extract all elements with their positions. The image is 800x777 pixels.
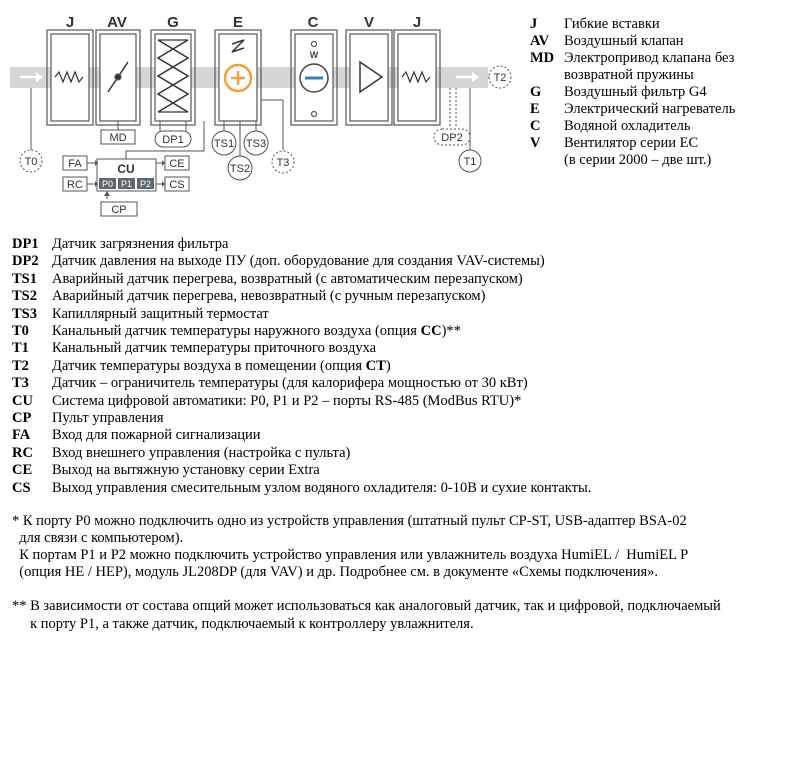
- legend-text: Аварийный датчик перегрева, невозвратный (с ручным перезапуском): [52, 288, 486, 305]
- legend-text: (в серии 2000 – две шт.): [564, 152, 712, 168]
- ec-fan: [346, 30, 392, 125]
- ts1-label: TS1: [213, 138, 235, 150]
- fa-label: FA: [68, 158, 82, 170]
- footnote-line: * К порту P0 можно подключить одно из устройств управления (штатный пульт CP-ST, USB-адаптер BSA-02: [12, 513, 687, 529]
- legend-text-after: ): [385, 357, 391, 374]
- letter-v: V: [363, 14, 375, 31]
- legend-code: MD: [530, 50, 555, 66]
- legend-text: Капиллярный защитный термостат: [52, 305, 269, 322]
- footnote-line: ** В зависимости от состава опций может использоваться как аналоговый датчик, так и цифровой, подключаемый: [12, 598, 721, 614]
- legend-text-bold: CC: [420, 323, 442, 339]
- rc-label: RC: [67, 179, 83, 191]
- flex-insert-outlet: [394, 30, 440, 125]
- legend-code: RC: [12, 444, 33, 461]
- legend-code: FA: [12, 427, 31, 444]
- legend-text: Вход для пожарной сигнализации: [52, 427, 261, 444]
- heater-plus-icon: [225, 65, 251, 91]
- legend-code: TS2: [12, 288, 37, 305]
- dp2-label: DP2: [441, 132, 463, 144]
- air-filter: [151, 30, 195, 125]
- legend-text: Воздушный фильтр G4: [564, 84, 707, 100]
- legend-text: Аварийный датчик перегрева, возвратный (с автоматическим перезапуском): [52, 270, 523, 287]
- letter-c: C: [307, 14, 319, 31]
- ts2-label: TS2: [229, 163, 251, 175]
- legend-text-bold: CT: [365, 357, 386, 374]
- t1-label: T1: [463, 156, 477, 168]
- legend-code: T1: [12, 340, 29, 357]
- cu-label: CU: [117, 162, 135, 176]
- t3-label: T3: [276, 157, 290, 169]
- t0-label: T0: [24, 156, 38, 168]
- legend-code: C: [530, 118, 541, 134]
- footnote-line: к порту P1, а также датчик, подключаемый к контроллеру увлажнителя.: [12, 616, 474, 632]
- legend-text: Система цифровой автоматики: P0, P1 и P2 – порты RS-485 (ModBus RTU)*: [52, 392, 522, 409]
- cooler-minus-icon: [300, 64, 328, 92]
- legend-text-main: Канальный датчик температуры наружного воздуха (опция: [52, 323, 421, 339]
- legend-text: Электропривод клапана без: [564, 50, 735, 66]
- legend-text: Датчик загрязнения фильтра: [52, 236, 229, 252]
- legend-code: AV: [530, 33, 550, 49]
- legend-text: Водяной охладитель: [564, 118, 691, 134]
- md-label: MD: [109, 132, 127, 144]
- legend-text-main: Датчик температуры воздуха в помещении (опция: [52, 357, 366, 374]
- dp1-label: DP1: [162, 134, 184, 146]
- legend-code: V: [530, 135, 541, 151]
- legend-text: [52, 358, 391, 375]
- cp-label: CP: [111, 204, 127, 216]
- legend-code: T0: [12, 323, 29, 339]
- legend-text: Электрический нагреватель: [564, 101, 736, 117]
- unit-schematic: [0, 0, 520, 230]
- p2-label: P2: [139, 179, 152, 189]
- cs-label: CS: [169, 179, 185, 191]
- legend-code: CU: [12, 392, 33, 409]
- footnote-line: К портам P1 и P2 можно подключить устройство управления или увлажнитель воздуха HumiEL / HumiEL P: [12, 547, 689, 563]
- legend-text: Датчик – ограничитель температуры (для калорифера мощностью от 30 кВт): [52, 375, 528, 392]
- legend-code: T3: [12, 375, 29, 392]
- legend-text: Выход на вытяжную установку серии Extra: [52, 462, 320, 479]
- letter-av: AV: [107, 14, 127, 31]
- legend-code: DP1: [12, 236, 39, 252]
- letter-g: G: [167, 14, 179, 31]
- t2-label: T2: [493, 72, 507, 84]
- legend-code: T2: [12, 357, 29, 374]
- ce-label: CE: [169, 158, 185, 170]
- letter-j-inlet: J: [65, 14, 75, 31]
- cooler-water-label: W: [309, 50, 319, 60]
- legend-code: CE: [12, 462, 33, 479]
- legend-code: CP: [12, 410, 32, 426]
- p1-label: P1: [120, 179, 133, 189]
- legend-code: TS1: [12, 270, 37, 287]
- flex-insert-inlet: [47, 30, 93, 125]
- legend-text: Вентилятор серии EC: [564, 135, 699, 151]
- legend-text: Гибкие вставки: [564, 16, 660, 32]
- legend-text: возвратной пружины: [564, 67, 694, 83]
- footnote-line: для связи с компьютером).: [12, 530, 184, 546]
- legend-text: Выход управления смесительным узлом водяного охладителя: 0-10В и сухие контакты.: [52, 479, 592, 496]
- legend-text-after: )**: [441, 323, 461, 339]
- letter-j-outlet: J: [412, 14, 422, 31]
- legend-code: CS: [12, 479, 31, 496]
- footnote-line: (опция HE / HEP), модуль JL208DP (для VAV) и др. Подробнее см. в документе «Схемы подключения».: [12, 564, 659, 580]
- letter-e: E: [232, 14, 244, 31]
- legend-code: TS3: [12, 305, 37, 322]
- legend-code: E: [530, 101, 540, 117]
- legend-code: DP2: [12, 253, 39, 270]
- legend-text: Воздушный клапан: [564, 33, 684, 49]
- legend-text: Пульт управления: [52, 410, 164, 426]
- legend-text: [52, 323, 461, 340]
- ts3-label: TS3: [245, 138, 267, 150]
- legend-text: Вход внешнего управления (настройка с пульта): [52, 444, 351, 461]
- legend-code: G: [530, 84, 542, 100]
- air-damper: [96, 30, 140, 125]
- legend-text: Датчик давления на выходе ПУ (доп. оборудование для создания VAV-системы): [52, 253, 545, 270]
- legend-code: J: [530, 16, 538, 32]
- legend-text: Канальный датчик температуры приточного воздуха: [52, 340, 377, 357]
- p0-label: P0: [101, 179, 114, 189]
